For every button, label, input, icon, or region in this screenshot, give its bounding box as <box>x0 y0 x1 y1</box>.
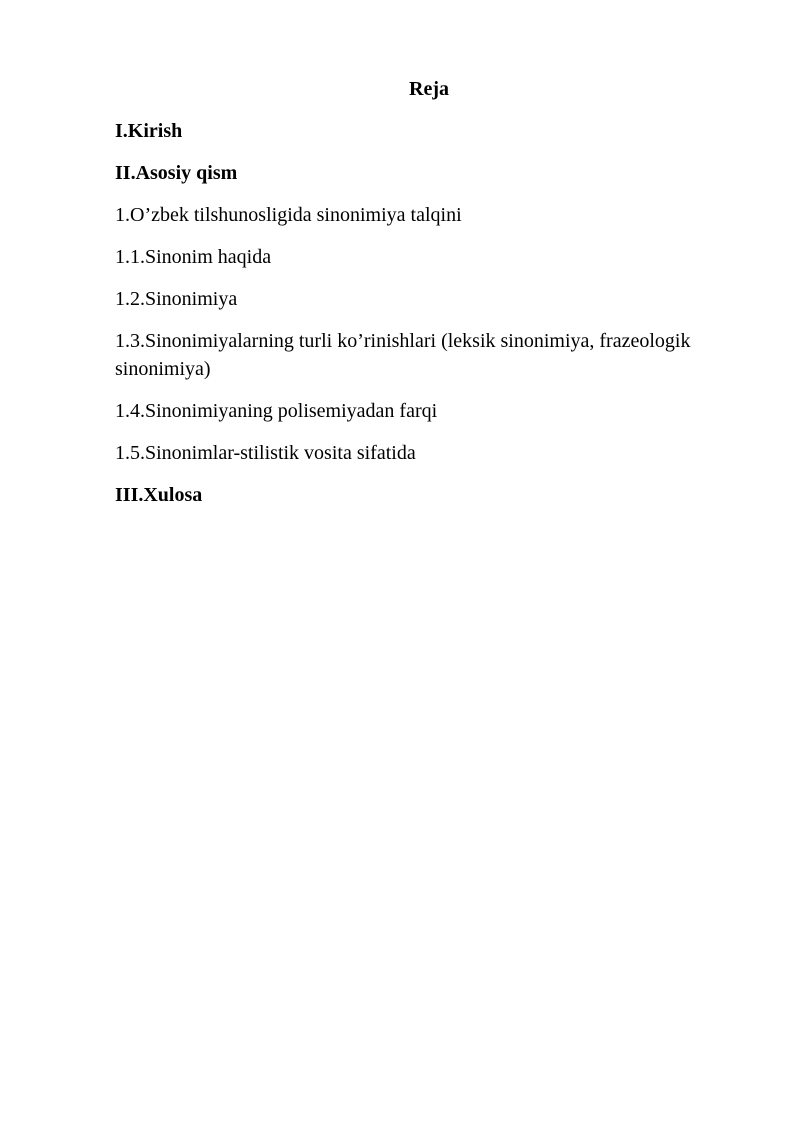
outline-item-1-2: 1.2.Sinonimiya <box>115 288 238 310</box>
outline-item-1-1: 1.1.Sinonim haqida <box>115 246 272 268</box>
outline-item-1-5: 1.5.Sinonimlar-stilistik vosita sifatida <box>115 442 416 464</box>
outline-item-1-4: 1.4.Sinonimiyaning polisemiyadan farqi <box>115 400 438 422</box>
page-title: Reja <box>409 78 449 100</box>
outline-item-main-part: II.Asosiy qism <box>115 162 238 184</box>
outline-item-1: 1.O’zbek tilshunosligida sinonimiya talqini <box>115 204 462 226</box>
outline-item-introduction: I.Kirish <box>115 120 183 142</box>
outline-item-1-3: 1.3.Sinonimiyalarning turli ko’rinishlari (leksik sinonimiya, frazeologik sinonimiya) <box>115 330 691 380</box>
outline-item-conclusion: III.Xulosa <box>115 484 203 506</box>
